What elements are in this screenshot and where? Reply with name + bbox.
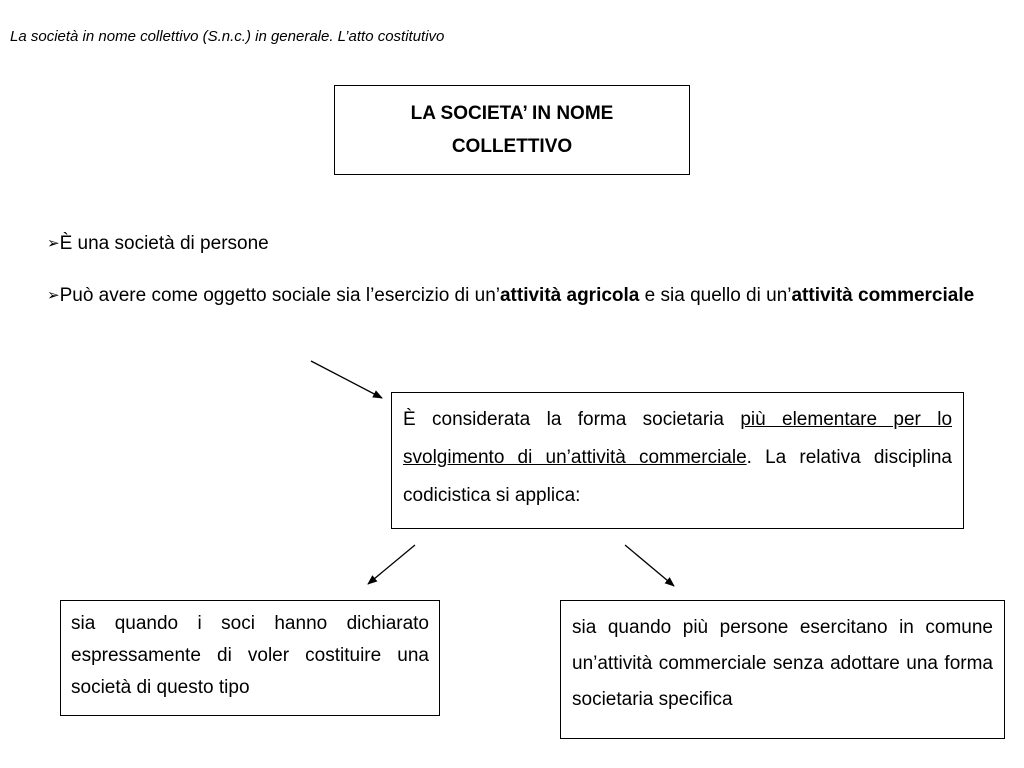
title-line-1: LA SOCIETA’ IN NOME <box>410 103 614 124</box>
arrow-to-definition <box>311 361 382 398</box>
bold-attivita-agricola: attività agricola <box>499 285 640 306</box>
case-right-text: sia quando più persone esercitano in comune un’attività commerciale senza adottare una forma societaria specifica <box>572 617 993 710</box>
bullet-text: È una società di persone <box>59 233 269 254</box>
bullet-text-start: Può avere come oggetto sociale sia l’esercizio di un’ <box>59 285 500 306</box>
arrowhead-bullet-icon: ➢ <box>47 234 60 252</box>
definition-box <box>391 392 964 529</box>
bullet-societa-di-persone <box>47 218 269 270</box>
slide-header: La società in nome collettivo (S.n.c.) in generale. L’atto costitutivo <box>10 28 445 45</box>
bold-attivita-commerciale: attività commerciale <box>791 285 975 306</box>
arrowhead-bullet-icon: ➢ <box>47 286 60 304</box>
title-line-2: COLLETTIVO <box>451 136 573 157</box>
bullet-text-middle: e sia quello di un’ <box>639 285 792 306</box>
case-soci-dichiarazione-box <box>60 600 440 716</box>
definition-text-end: . La relativa disciplina codicistica si applica: <box>403 447 952 506</box>
case-esercizio-comune-box <box>560 600 1005 739</box>
definition-text-start: È considerata la forma societaria <box>403 409 741 430</box>
arrow-to-left-case <box>368 545 415 584</box>
case-left-text: sia quando i soci hanno dichiarato espressamente di voler costituire una società di questo tipo <box>71 613 429 698</box>
arrow-to-right-case <box>625 545 674 586</box>
definition-underlined-text: più elementare per lo svolgimento di un’attività commerciale <box>403 409 953 468</box>
bullet-oggetto-sociale <box>47 270 993 322</box>
title-box <box>334 85 690 175</box>
